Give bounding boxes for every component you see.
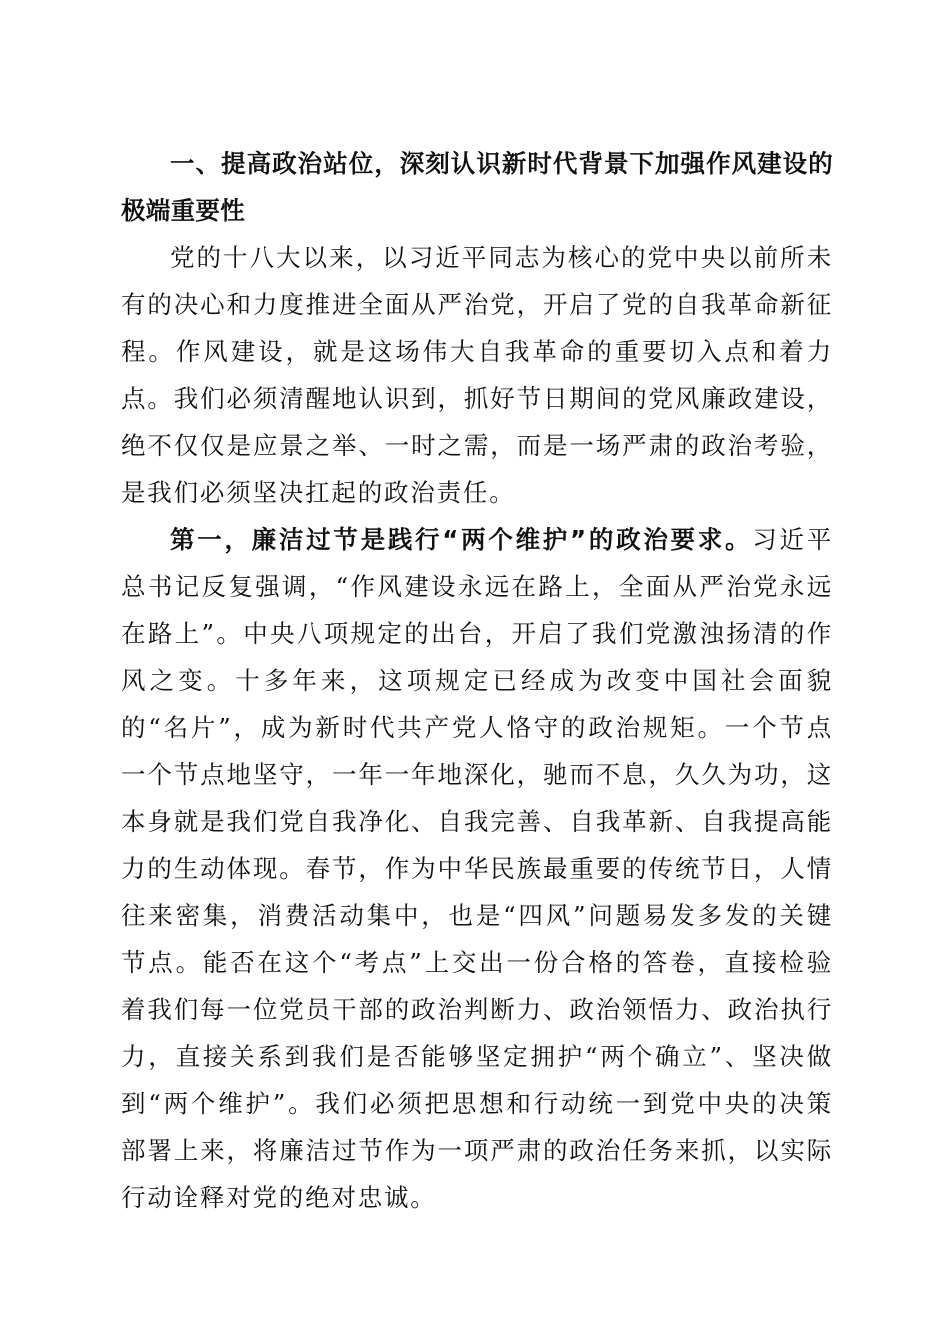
- paragraph-first-point-text: 习近平总书记反复强调，“作风建设永远在路上，全面从严治党永远在路上”。中央八项规定的出台，开启了我们党激浊扬清的作风之变。十多年来，这项规定已经成为改变中国社会面貌的“名片”，成为新时代共产党人恪守的政治规矩。一个节点一个节点地坚守，一年一年地深化，驰而不息，久久为功，这本身就是我们党自我净化、自我完善、自我革新、自我提高能力的生动体现。春节，作为中华民族最重要的传统节日，人情往来密集，消费活动集中，也是“四风”问题易发多发的关键节点。能否在这个“考点”上交出一份合格的答卷，直接检验着我们每一位党员干部的政治判断力、政治领悟力、政治执行力，直接关系到我们是否能够坚定拥护“两个确立”、坚决做到“两个维护”。我们必须把思想和行动统一到党中央的决策部署上来，将廉洁过节作为一项严肃的政治任务来抓，以实际行动诠释对党的绝对忠诚。: [121, 525, 833, 1212]
- paragraph-first-point: [121, 516, 833, 1221]
- paragraph-intro: [121, 234, 833, 516]
- paragraph-intro-text: 党的十八大以来，以习近平同志为核心的党中央以前所未有的决心和力度推进全面从严治党，开启了党的自我革命新征程。作风建设，就是这场伟大自我革命的重要切入点和着力点。我们必须清醒地认识到，抓好节日期间的党风廉政建设，绝不仅仅是应景之举、一时之需，而是一场严肃的政治考验，是我们必须坚决扛起的政治责任。: [121, 243, 833, 507]
- document-body: [121, 140, 833, 1221]
- section-heading: 一、提高政治站位，深刻认识新时代背景下加强作风建设的极端重要性: [121, 149, 833, 225]
- paragraph-first-point-lead: 第一，廉洁过节是践行“两个维护”的政治要求。: [170, 525, 753, 554]
